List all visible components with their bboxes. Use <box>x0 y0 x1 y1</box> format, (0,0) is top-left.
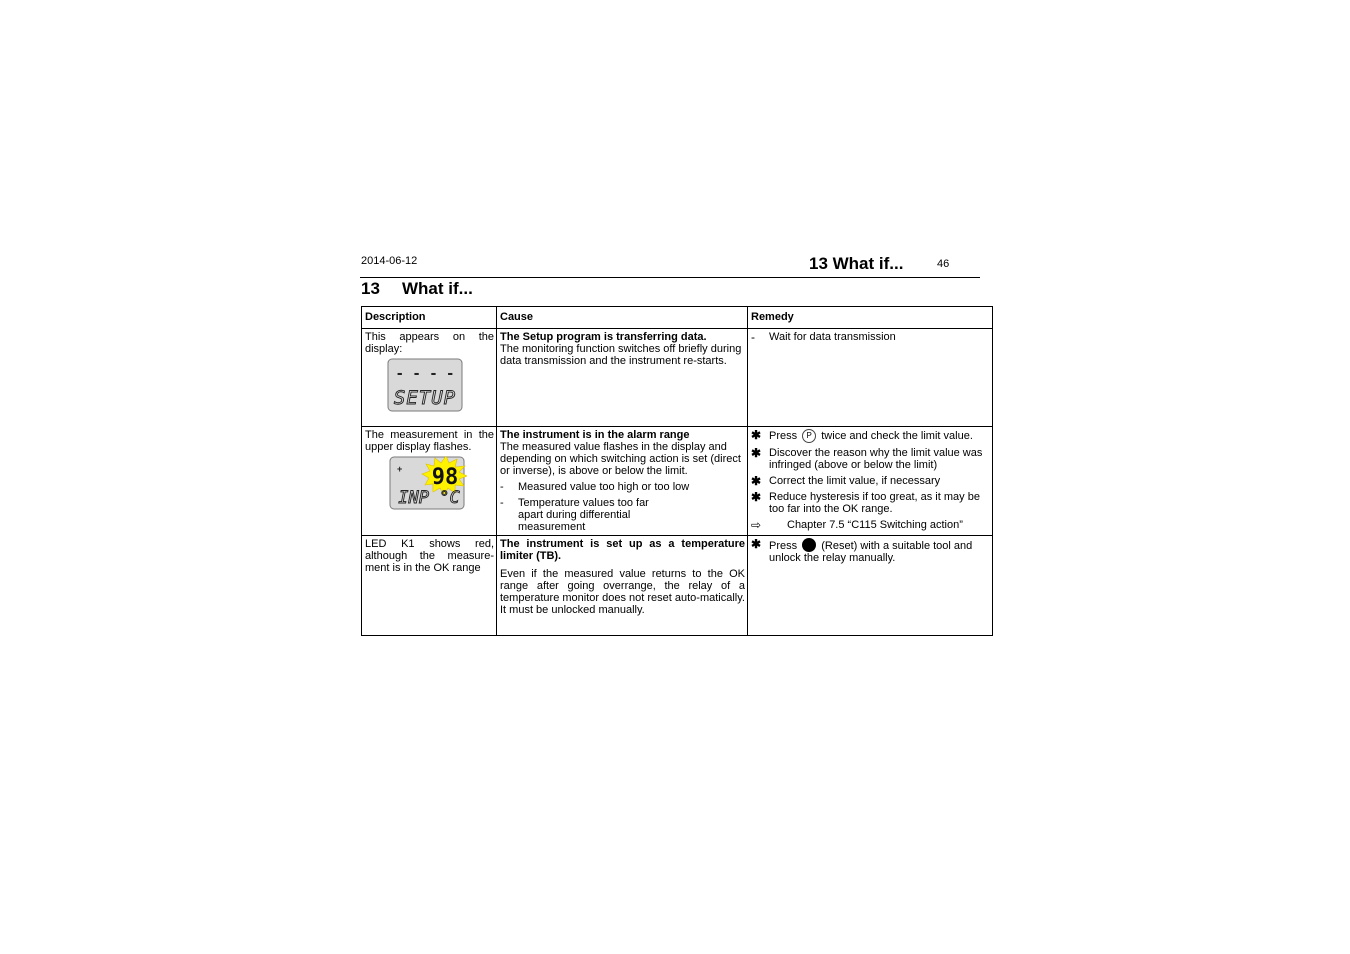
header-rule <box>360 277 980 278</box>
cause-text: The measured value flashes in the display and depending on which switching action is set (direct or inverse), is above or below the limit. <box>500 441 741 477</box>
display-illustration-flashing <box>389 456 494 513</box>
reset-button-icon <box>802 538 816 552</box>
header-date: 2014-06-12 <box>361 255 418 267</box>
cause-heading: The Setup program is transferring data. <box>500 331 707 343</box>
remedy-press-rest: twice and check the limit value. <box>821 429 973 442</box>
p-button-icon: P <box>802 429 816 443</box>
column-header-description: Description <box>362 307 497 329</box>
remedy-cell <box>748 427 993 536</box>
arrow-right-icon: ⇨ <box>751 518 762 532</box>
asterisk-icon: ✱ <box>751 446 762 460</box>
section-number: 13 <box>361 279 380 298</box>
list-item <box>751 475 990 487</box>
remedy-text: Correct the limit value, if necessary <box>769 475 941 487</box>
description-text: The measurement in the upper display flashes. <box>365 429 494 453</box>
display-bottom-text: SETUP <box>393 387 457 409</box>
cause-text: The monitoring function switches off briefly during data transmission and the instrument re-starts. <box>500 343 742 367</box>
list-item: - Measured value too high or too low <box>500 481 690 493</box>
remedy-text: Discover the reason why the limit value was infringed (above or below the limit) <box>769 447 983 471</box>
remedy-press-rest: (Reset) with a suitable tool and unlock the relay manually. <box>769 540 973 564</box>
display-top-text: 98 <box>431 465 459 490</box>
description-text: This appears on the display: <box>365 331 494 355</box>
column-header-remedy: Remedy <box>748 307 993 329</box>
cause-cell <box>497 329 748 427</box>
list-item <box>751 538 990 564</box>
description-text: LED K1 shows red, although the measure-ment is in the OK range <box>365 538 494 574</box>
list-item <box>751 447 990 471</box>
description-cell <box>362 329 497 427</box>
section-title-text: What if... <box>402 279 473 298</box>
cause-cell <box>497 427 748 536</box>
asterisk-icon: ✱ <box>751 490 762 504</box>
chapter-reference: Chapter 7.5 “C115 Switching action” <box>787 519 963 531</box>
column-header-cause: Cause <box>497 307 748 329</box>
description-cell <box>362 536 497 636</box>
display-bottom-text: INP °C <box>398 488 460 508</box>
dash-marker: - <box>751 330 755 344</box>
cause-item-text: Temperature values too far apart during differential measurement <box>518 497 649 533</box>
troubleshooting-table <box>361 306 993 636</box>
remedy-press-text: Press <box>769 429 798 442</box>
cause-text-2: It must be unlocked manually. <box>500 604 645 616</box>
table-row <box>362 427 993 536</box>
asterisk-icon: ✱ <box>751 537 762 551</box>
cause-heading: The instrument is in the alarm range <box>500 429 690 441</box>
table-row <box>362 536 993 636</box>
remedy-text: Wait for data transmission <box>769 331 896 343</box>
display-top-text: - - - - <box>395 366 455 382</box>
list-item <box>751 429 990 443</box>
svg-text:+: + <box>397 464 403 474</box>
header-title: 13 What if... <box>809 254 904 273</box>
remedy-cell <box>748 329 993 427</box>
section-title <box>361 279 473 299</box>
table-row <box>362 329 993 427</box>
page-number: 46 <box>937 258 950 270</box>
cause-cell <box>497 536 748 636</box>
cause-heading: The instrument is set up as a temperature limiter (TB). <box>500 538 745 562</box>
list-item <box>751 491 990 515</box>
description-cell <box>362 427 497 536</box>
list-item <box>751 519 990 531</box>
display-illustration-setup <box>387 358 494 415</box>
cause-item-text: Measured value too high or too low <box>518 481 690 493</box>
remedy-cell <box>748 536 993 636</box>
remedy-press-text: Press <box>769 540 798 552</box>
asterisk-icon: ✱ <box>751 428 762 442</box>
cause-text: Even if the measured value returns to the OK range after going overrange, the relay of a temperature monitor does not reset auto-matically. <box>500 568 745 604</box>
remedy-text: Reduce hysteresis if too great, as it may be too far into the OK range. <box>769 491 980 515</box>
asterisk-icon: ✱ <box>751 474 762 488</box>
table-header-row <box>362 307 993 329</box>
list-item: - Temperature values too far apart during differential measurement <box>500 497 745 533</box>
